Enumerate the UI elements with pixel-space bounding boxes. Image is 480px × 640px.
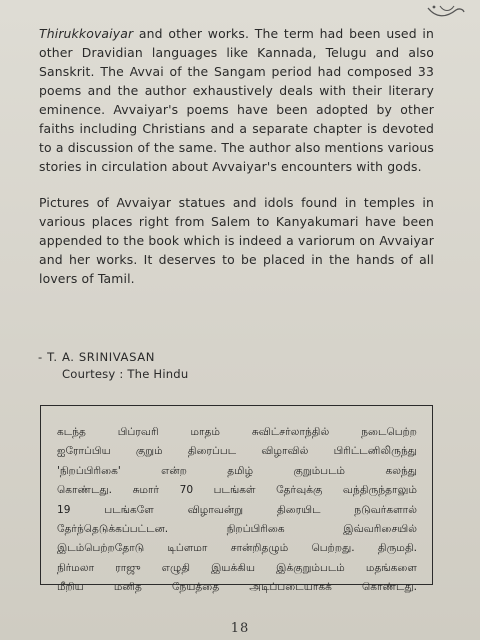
paragraph-2: Pictures of Avvaiyar statues and idols found in temples in various places right from Salem to Kanyakumari have been appended to the book which is indeed a variorum on Avvaiyar and her works. It deserves to be placed in the hands of all lovers of Tamil. (39, 195, 434, 286)
boxed-note-text (57, 423, 417, 598)
note-line: கொண்டது. சுமார் 70 படங்கள் தேர்வுக்கு வந்திருந்தாலும் (57, 484, 417, 497)
paragraph-1-text: and other works. The term had been used in other Dravidian languages like Kannada, Telugu and also Sanskrit. The Avvai of the Sangam period had composed 33 poems and the author exhaustively deals with their literary eminence. Avvaiyar's poems have been adopted by other faiths including Christians and a separate chapter is devoted to a discussion of the same. The author also mentions various stories in circulation about Avvaiyar's encounters with gods. (39, 26, 434, 174)
note-line: தேர்ந்தெடுக்கப்பட்டன. நிறப்பிரிகை இவ்வரிசையில் (57, 523, 417, 536)
author-name: - T. A. SRINIVASAN (38, 350, 156, 364)
byline (38, 349, 188, 383)
note-line: ஐரோப்பிய குறும் திரைப்பட விழாவில் பிரிட்டனிலிருந்து (57, 445, 417, 458)
paragraph-1 (39, 24, 434, 176)
flourish-icon (426, 2, 466, 22)
note-line: 'நிறப்பிரிகை' என்ற தமிழ் குறும்படம் கலந்து (57, 464, 417, 477)
book-title: Thirukkovaiyar (39, 26, 134, 41)
boxed-note (40, 405, 433, 594)
note-line: இடம்பெற்றதோடு டிப்ளமா சான்றிதழும் பெற்றது. திருமதி. (57, 542, 417, 555)
note-line: மீறிய மனித நேயத்தை அடிப்படையாகக் கொண்டது. (57, 581, 417, 594)
article-body (39, 24, 434, 305)
courtesy-line: Courtesy : The Hindu (62, 367, 189, 381)
page-number: 18 (230, 621, 250, 636)
note-line: கடந்த பிப்ரவரி மாதம் சுவிட்சர்லாந்தில் நடைபெற்ற (57, 426, 417, 438)
note-line: 19 படங்களே விழாவன்று திரையிட நடுவர்களால் (57, 503, 417, 516)
note-line: நிர்மலா ராஜு எழுதி இயக்கிய இக்குறும்படம் மதங்களை (57, 561, 417, 574)
